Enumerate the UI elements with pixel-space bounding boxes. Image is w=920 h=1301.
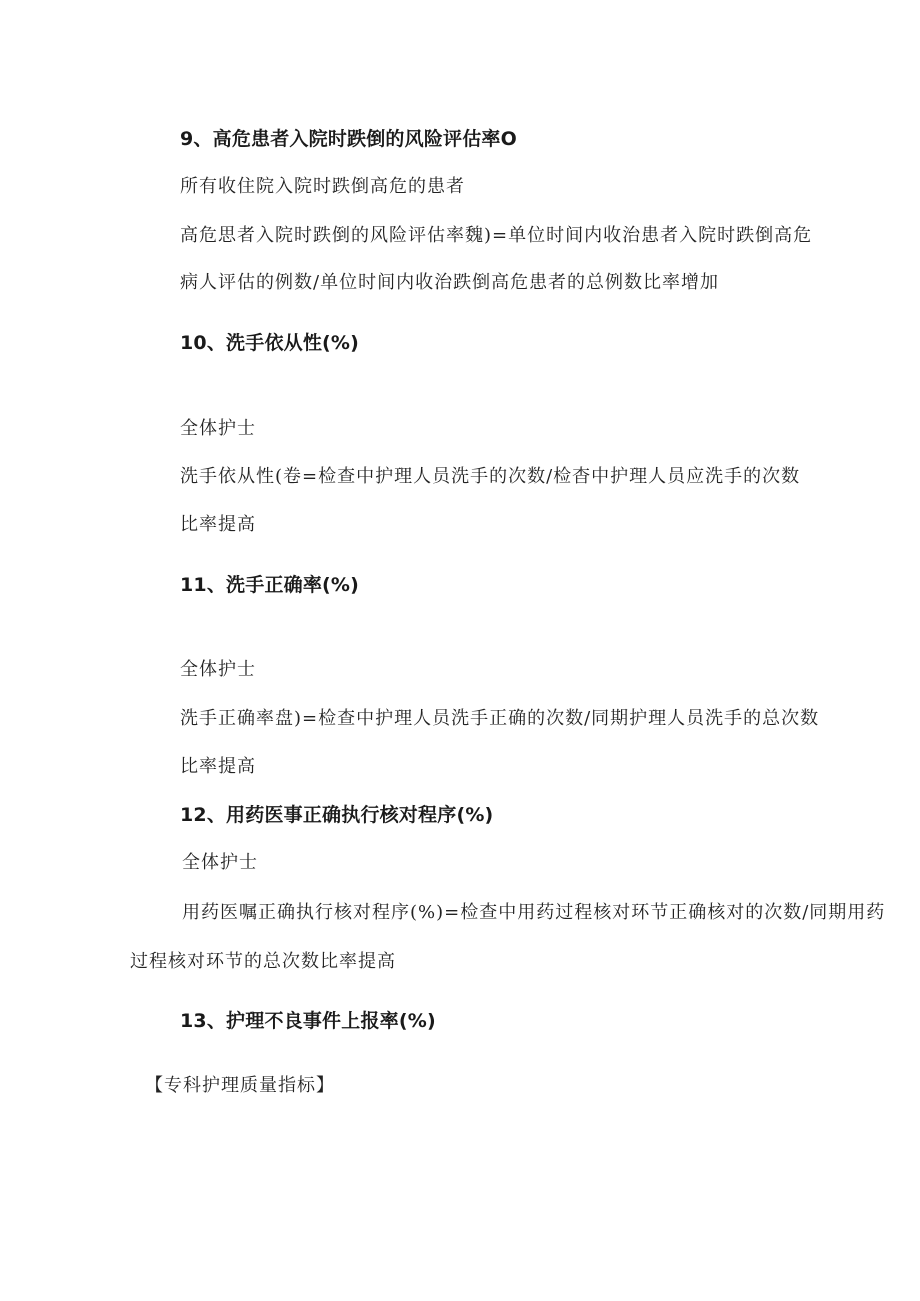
section-10-formula: 洗手依从性(卷=检查中护理人员洗手的次数/检杳中护理人员应洗手的次数 [180, 466, 801, 487]
section-12-heading: 12、用药医事正确执行核对程序(%) [180, 804, 494, 826]
section-10-heading: 10、洗手依从性(%) [180, 332, 360, 354]
section-11-heading: 11、洗手正确率(%) [180, 574, 360, 596]
section-11-trend: 比率提高 [180, 756, 256, 777]
section-11-scope: 全体护士 [180, 659, 256, 680]
section-12-formula-line-1: 用药医嘱正确执行核对程序(%)=检查中用药过程核对环节正确核对的次数/同期用药 [182, 902, 886, 923]
specialty-quality-title: 【专科护理质量指标】 [145, 1075, 335, 1096]
section-10-scope: 全体护士 [180, 418, 256, 439]
section-12-scope: 全体护士 [182, 852, 258, 873]
section-10-trend: 比率提高 [180, 514, 256, 535]
section-9-scope: 所有收住院入院时跌倒高危的患者 [180, 176, 465, 197]
section-13-heading: 13、护理不良事件上报率(%) [180, 1010, 436, 1032]
section-9-formula-line-2: 病人评估的例数/单位时间内收治跌倒高危患者的总例数比率增加 [180, 272, 720, 293]
section-11-formula: 洗手正确率盘)=检查中护理人员洗手正确的次数/同期护理人员洗手的总次数 [180, 708, 820, 729]
section-9-heading: 9、高危患者入院时跌倒的风险评估率O [180, 128, 517, 150]
section-12-formula-line-2: 过程核对环节的总次数比率提高 [130, 951, 396, 972]
section-9-formula-line-1: 高危思者入院时跌倒的风险评估率魏)=单位时间内收治患者入院时跌倒高危 [180, 225, 813, 246]
